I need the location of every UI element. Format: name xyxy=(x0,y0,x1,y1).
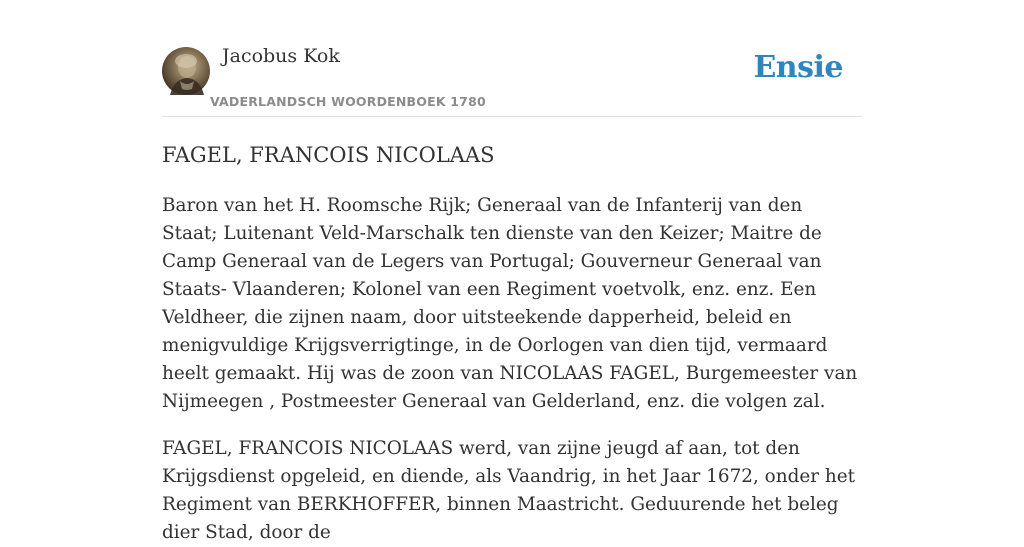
ensie-logo[interactable]: Ensie xyxy=(753,50,843,85)
article-paragraph: FAGEL, FRANCOIS NICOLAAS werd, van zijne jeugd af aan, tot den Krijgsdienst opgeleid, en diende, als Vaandrig, in het Jaar 1672, onder het Regiment van BERKHOFFER, binnen Maastricht. Geduurende het beleg dier Stad, door de xyxy=(162,438,855,543)
article-title: FAGEL, FRANCOIS NICOLAAS xyxy=(162,143,495,167)
source-name[interactable]: VADERLANDSCH WOORDENBOEK 1780 xyxy=(210,94,486,109)
article xyxy=(162,140,862,547)
author-avatar[interactable] xyxy=(162,47,210,95)
portrait-icon xyxy=(162,47,210,95)
author-name[interactable]: Jacobus Kok xyxy=(222,45,340,67)
article-paragraph: Baron van het H. Roomsche Rijk; Generaal van de Infanterij van den Staat; Luitenant Veld-Marschalk ten dienste van den Keizer; Maitre de Camp Generaal van de Legers van Portugal; Gouverneur Generaal van Staats- Vlaanderen; Kolonel van een Regiment voetvolk, enz. enz. Een Veldheer, die zijnen naam, door uitsteekende dapperheid, beleid en menigvuldige Krijgsverrigtinge, in de Oorlogen van dien tijd, vermaard heelt gemaakt. Hij was de zoon van NICOLAAS FAGEL, Burgemeester van Nijmeegen , Postmeester Generaal van Gelderland, enz. die volgen zal. xyxy=(162,195,858,412)
header xyxy=(162,0,862,117)
